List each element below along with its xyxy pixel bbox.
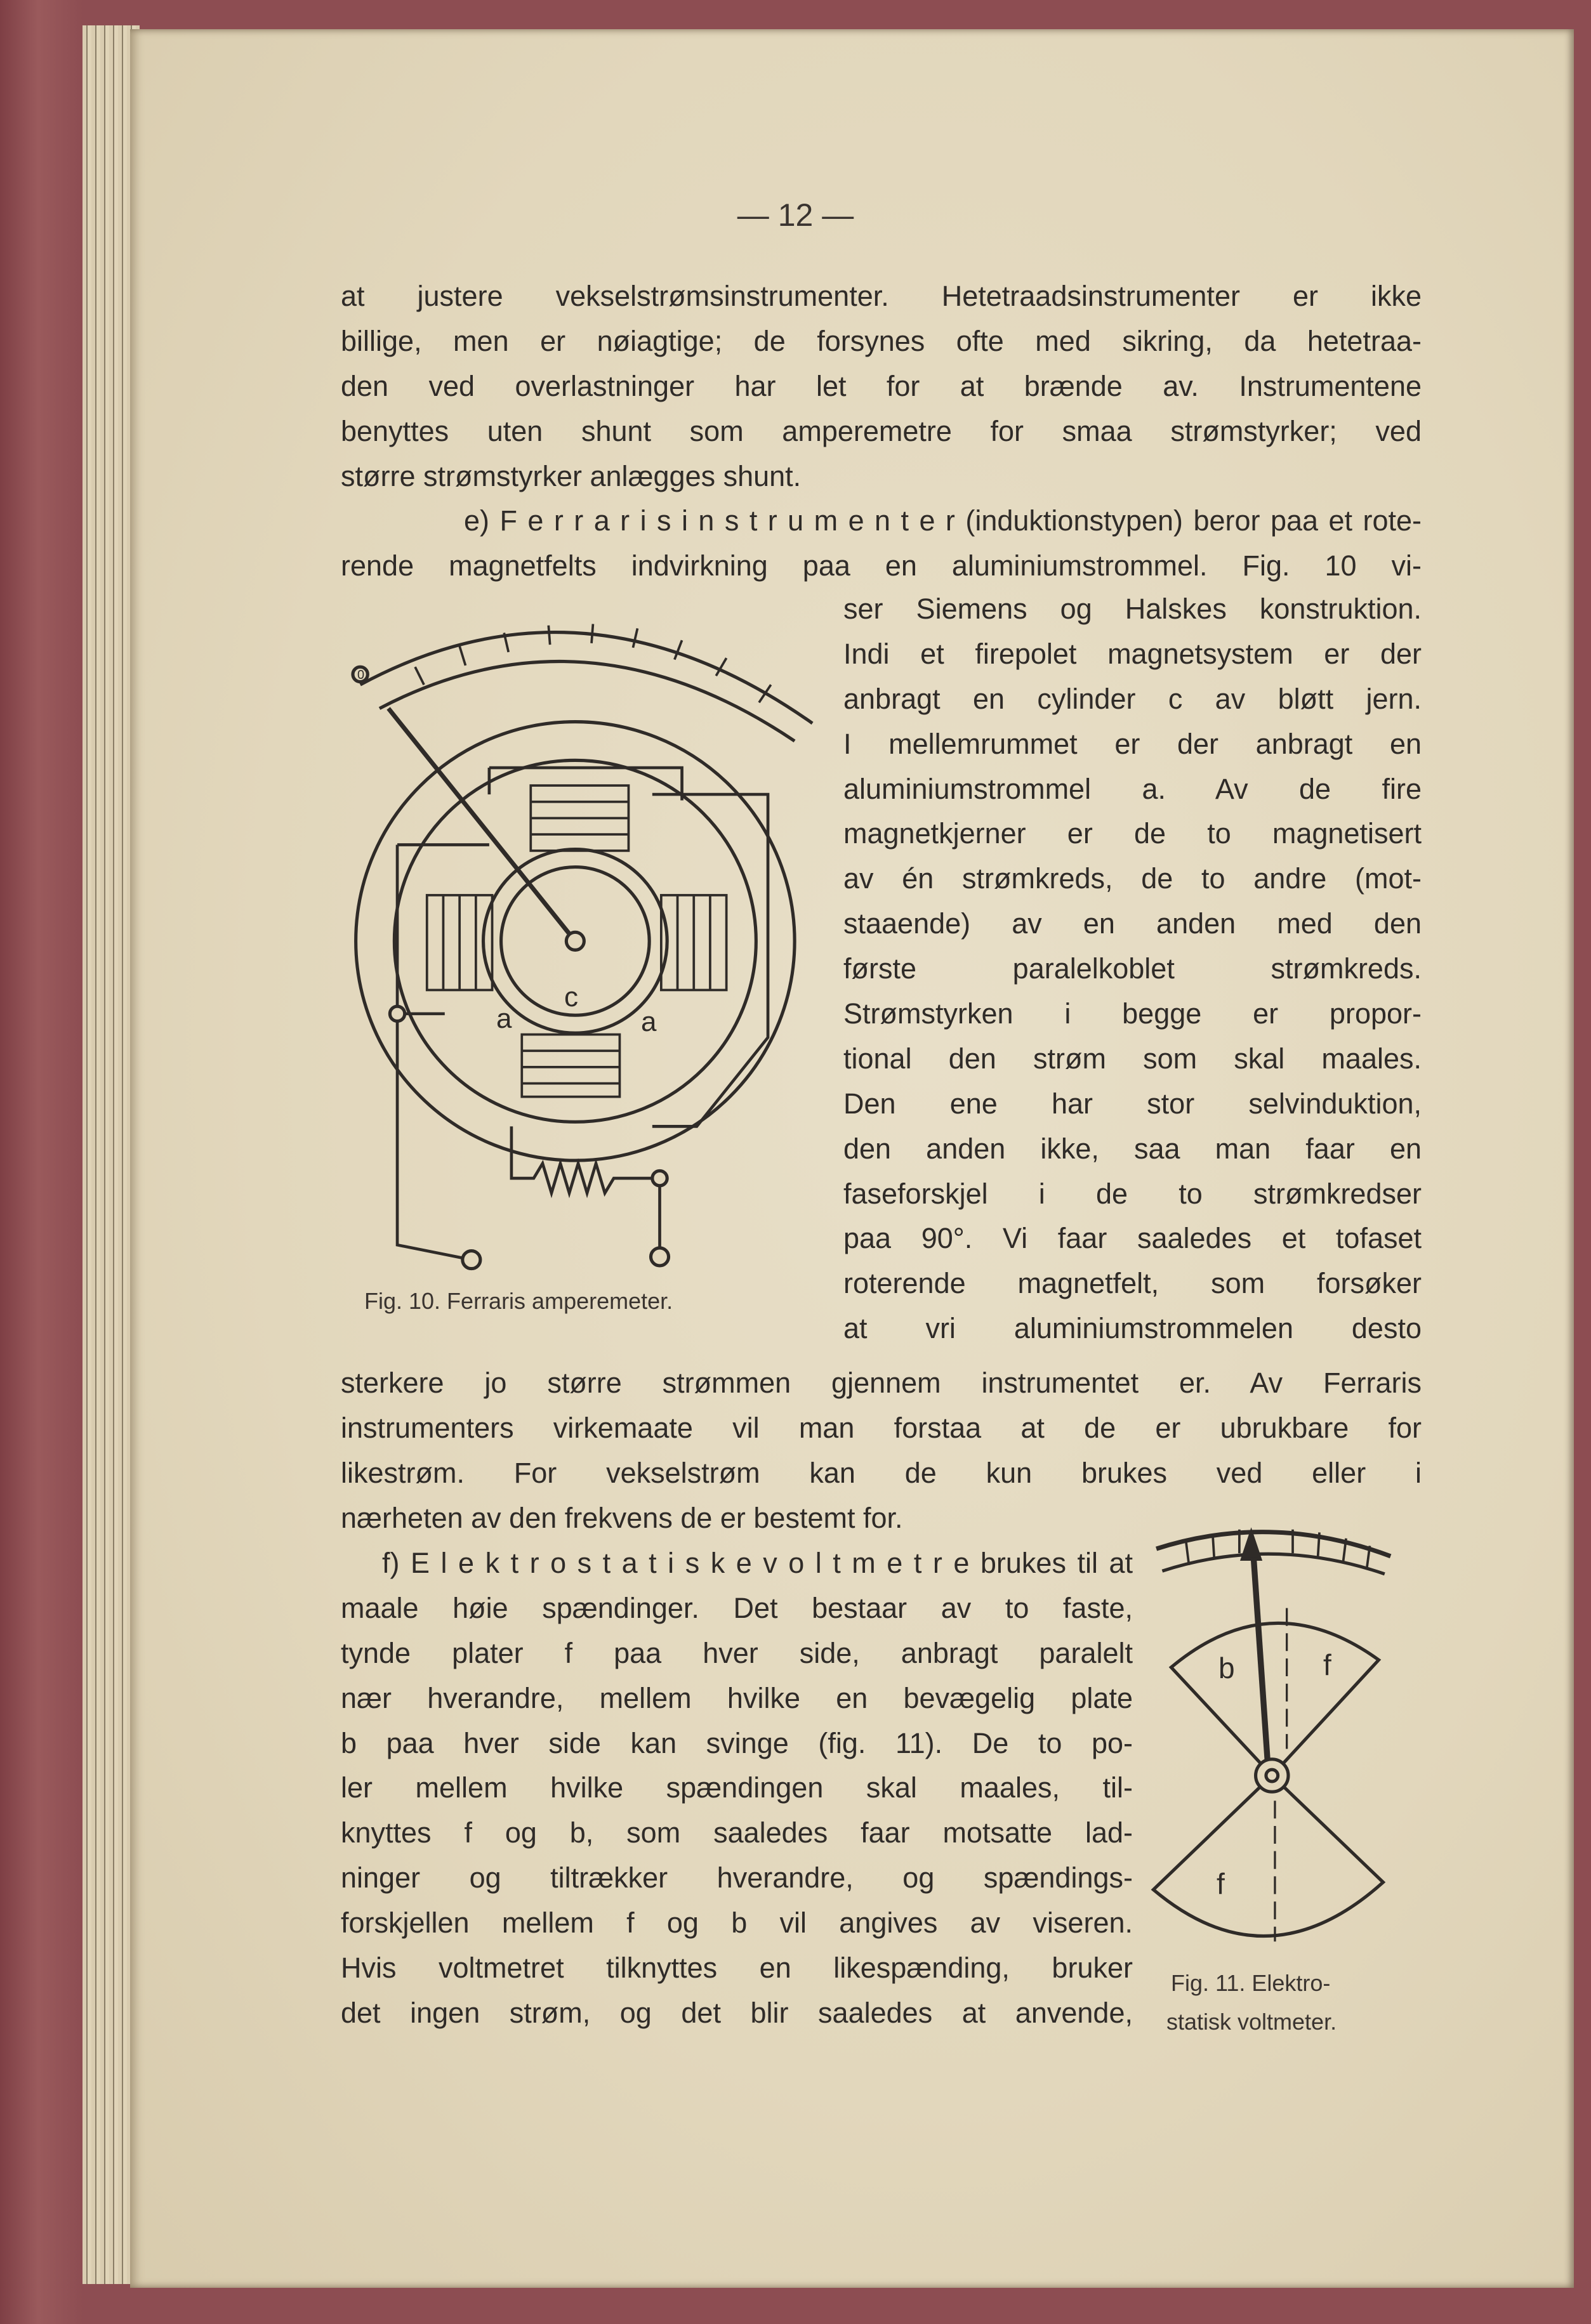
text-line: likestrøm. For vekselstrøm kan de kun brukes ved eller i (341, 1456, 1422, 1489)
text-line: f) E l e k t r o s t a t i s k e v o l t m e t r e brukes til at (382, 1547, 1133, 1579)
fig10-junction (390, 1006, 404, 1021)
text-line: tynde plater f paa hver side, anbragt paralelt (341, 1636, 1133, 1669)
page-number: — 12 — (737, 197, 854, 233)
text-line: den ved overlastninger har let for at brænde av. Instrumentene (341, 369, 1422, 402)
fig11-needle-arrow (1243, 1532, 1260, 1559)
text-line: Hvis voltmetret tilknyttes en likespænding, bruker (341, 1952, 1133, 1985)
fig11-scale-arc-inner (1162, 1554, 1384, 1574)
fig10-terminal-left (463, 1251, 480, 1269)
text-line: instrumenters virkemaate vil man forstaa at de er ubrukbare for (341, 1411, 1422, 1444)
text-line: magnetkjerner er de to magnetisert (843, 817, 1422, 850)
text-line: nær hverandre, mellem hvilke en bevægelig plate (341, 1681, 1133, 1714)
fig11-upper-plate (1171, 1623, 1378, 1775)
text-line: knyttes f og b, som saaledes faar motsatte lad- (341, 1816, 1133, 1849)
text-line: faseforskjel i de to strømkredser (843, 1177, 1422, 1210)
text-line: roterende magnetfelt, som forsøker (843, 1267, 1422, 1300)
text-line: rende magnetfelts indvirkning paa en aluminiumstrommel. Fig. 10 vi- (341, 549, 1422, 582)
fig11-label-f-bottom: f (1217, 1867, 1225, 1900)
text-line: paa 90°. Vi faar saaledes et tofaset (843, 1222, 1422, 1255)
text-line: benyttes uten shunt som amperemetre for smaa strømstyrker; ved (341, 414, 1422, 447)
fig10-junction (652, 1171, 667, 1185)
fig11-label-b: b (1218, 1651, 1235, 1684)
fig11-lower-plate (1153, 1776, 1383, 1936)
text-line: større strømstyrker anlægges shunt. (341, 459, 802, 492)
fig11-electrostatic-voltmeter-diagram (1153, 1530, 1390, 1941)
text-line: første paralelkoblet strømkreds. (843, 952, 1422, 985)
fig10-caption: Fig. 10. Ferraris amperemeter. (364, 1288, 673, 1314)
text-line: av én strømkreds, de to andre (mot- (843, 862, 1422, 895)
text-line: ser Siemens og Halskes konstruktion. (843, 593, 1422, 625)
fig10-label-a-left: a (496, 1003, 512, 1034)
fig10-pivot (566, 932, 584, 950)
text-line: aluminiumstrommel a. Av de fire (843, 772, 1422, 805)
fig10-label-c: c (564, 981, 578, 1013)
text-line: at justere vekselstrømsinstrumenter. Hetetraadsinstrumenter er ikke (341, 280, 1422, 312)
text-line: maale høie spændinger. Det bestaar av to faste, (341, 1591, 1133, 1624)
fig11-caption-line1: Fig. 11. Elektro- (1171, 1970, 1331, 1996)
text-line: det ingen strøm, og det blir saaledes at anvende, (341, 1996, 1133, 2029)
text-line: e) F e r r a r i s i n s t r u m e n t e r (induktionstypen) beror paa et rote- (464, 504, 1422, 537)
fig10-ferraris-amperemeter-diagram (353, 624, 812, 1268)
text-line: Den ene har stor selvinduktion, (843, 1087, 1422, 1120)
text-line: ninger og tiltrækker hverandre, og spændings- (341, 1861, 1133, 1894)
text-line: ler mellem hvilke spændingen skal maales, til- (341, 1771, 1133, 1804)
fig10-terminal-right (651, 1248, 669, 1266)
text-line: nærheten av den frekvens de er bestemt for. (341, 1501, 903, 1534)
text-line: Strømstyrken i begge er propor- (843, 997, 1422, 1030)
fig10-label-a-right: a (641, 1006, 657, 1037)
text-line: staaende) av en anden med den (843, 907, 1422, 940)
text-line: Indi et firepolet magnetsystem er der (843, 637, 1422, 670)
fig11-caption-line2: statisk voltmeter. (1166, 2009, 1337, 2035)
text-line: b paa hver side kan svinge (fig. 11). De to po- (341, 1726, 1133, 1759)
text-line: at vri aluminiumstrommelen desto (843, 1312, 1422, 1345)
fig11-label-f-top: f (1323, 1648, 1331, 1681)
fig10-scale-arc-inner (380, 662, 795, 741)
text-line: I mellemrummet er der anbragt en (843, 727, 1422, 760)
fig10-label-zero: 0 (357, 668, 365, 682)
text-line: billige, men er nøiagtige; de forsynes ofte med sikring, da hetetraa- (341, 324, 1422, 357)
text-line: den anden ikke, saa man faar en (843, 1132, 1422, 1165)
text-line: forskjellen mellem f og b vil angives av viseren. (341, 1907, 1133, 1940)
text-line: anbragt en cylinder c av bløtt jern. (843, 682, 1422, 715)
text-line: sterkere jo større strømmen gjennem instrumentet er. Av Ferraris (341, 1367, 1422, 1399)
fig11-needle (1253, 1544, 1267, 1761)
text-line: tional den strøm som skal maales. (843, 1042, 1422, 1075)
fig11-pivot (1256, 1759, 1288, 1792)
